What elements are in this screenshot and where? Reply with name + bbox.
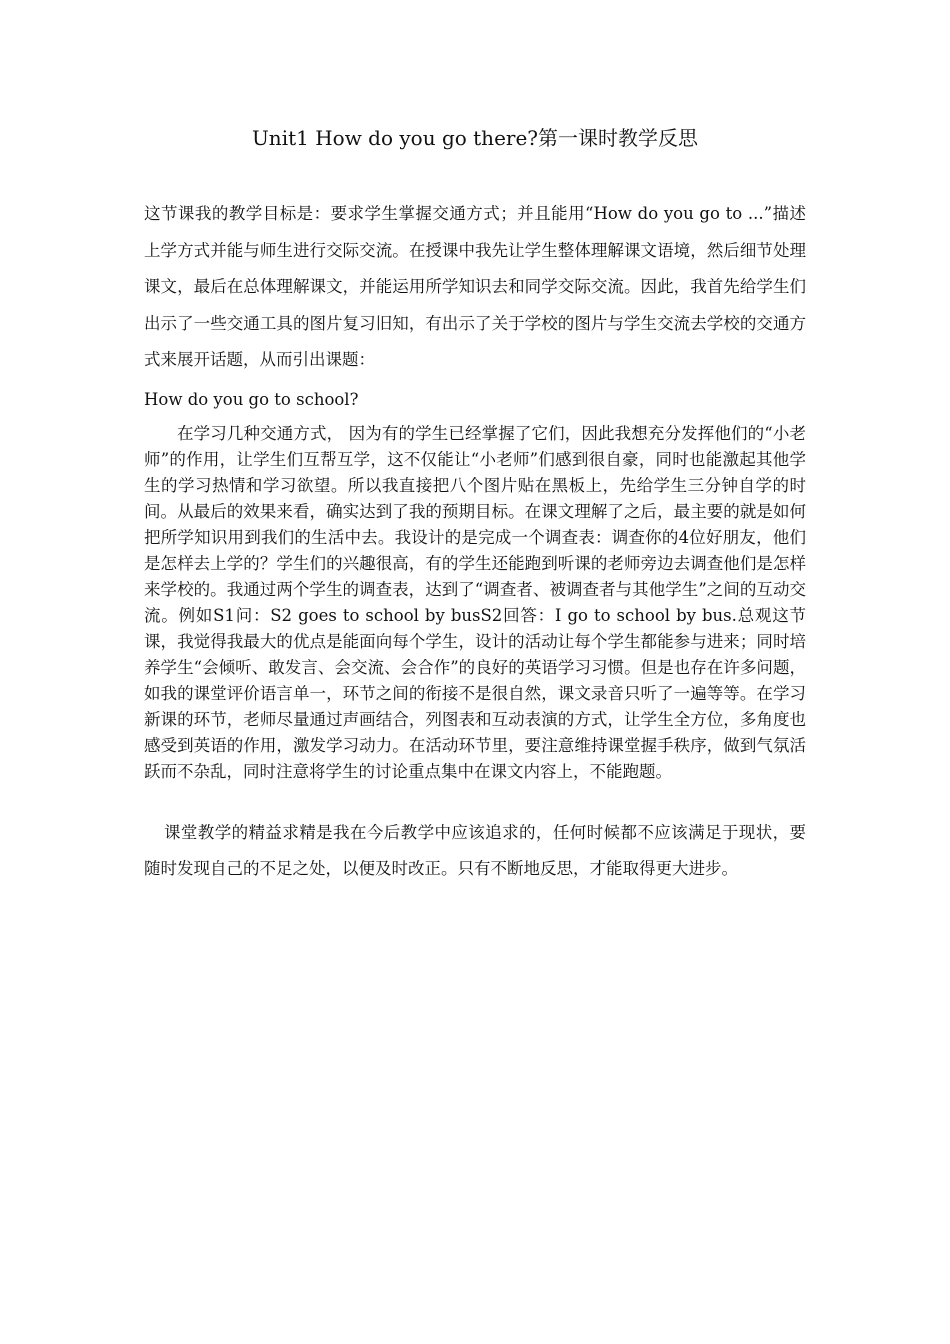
paragraph-lesson-process: 在学习几种交通方式， 因为有的学生已经掌握了它们，因此我想充分发挥他们的“小老师”的作用，让学生们互帮互学，这不仅能让“小老师”们感到很自豪，同时也能激起其他学生的学习热情和学习欲望。所以我直接把八个图片贴在黑板上，先给学生三分钟自学的时间。从最后的效果来看，确实达到了我的预期目标。在课文理解了之后，最主要的就是如何把所学知识用到我们的生活中去。我设计的是完成一个调查表：调查你的4位好朋友，他们是怎样去上学的？学生们的兴趣很高，有的学生还能跑到听课的老师旁边去调查他们是怎样来学校的。我通过两个学生的调查表，达到了“调查者、被调查者与其他学生”之间的互动交流。例如S1问：S2 goes to school by busS2回答：I go to school by bus.总观这节课，我觉得我最大的优点是能面向每个学生，设计的活动让每个学生都能参与进来；同时培养学生“会倾听、敢发言、会交流、会合作”的良好的英语学习习惯。但是也存在许多问题，如我的课堂评价语言单一，环节之间的衔接不是很自然，课文录音只听了一遍等等。在学习新课的环节，老师尽量通过声画结合，列图表和互动表演的方式，让学生全方位，多角度也感受到英语的作用，激发学习动力。在活动环节里，要注意维持课堂握手秩序，做到气氛活跃而不杂乱，同时注意将学生的讨论重点集中在课文内容上，不能跑题。 [144,424,806,781]
paragraph-conclusion: 课堂教学的精益求精是我在今后教学中应该追求的，任何时候都不应该满足于现状，要随时发现自己的不足之处，以便及时改正。只有不断地反思，才能取得更大进步。 [144,823,806,878]
document-title: Unit1 How do you go there?第一课时教学反思 [251,126,699,150]
paragraph-lesson-topic: How do you go to school? [144,390,359,409]
paragraph-teaching-goals: 这节课我的教学目标是：要求学生掌握交通方式；并且能用“How do you go to ...”描述上学方式并能与师生进行交际交流。在授课中我先让学生整体理解课文语境，然后细节处理课文，最后在总体理解课文，并能运用所学知识去和同学交际交流。因此，我首先给学生们出示了一些交通工具的图片复习旧知，有出示了关于学校的图片与学生交流去学校的交通方式来展开话题，从而引出课题： [144,204,806,369]
